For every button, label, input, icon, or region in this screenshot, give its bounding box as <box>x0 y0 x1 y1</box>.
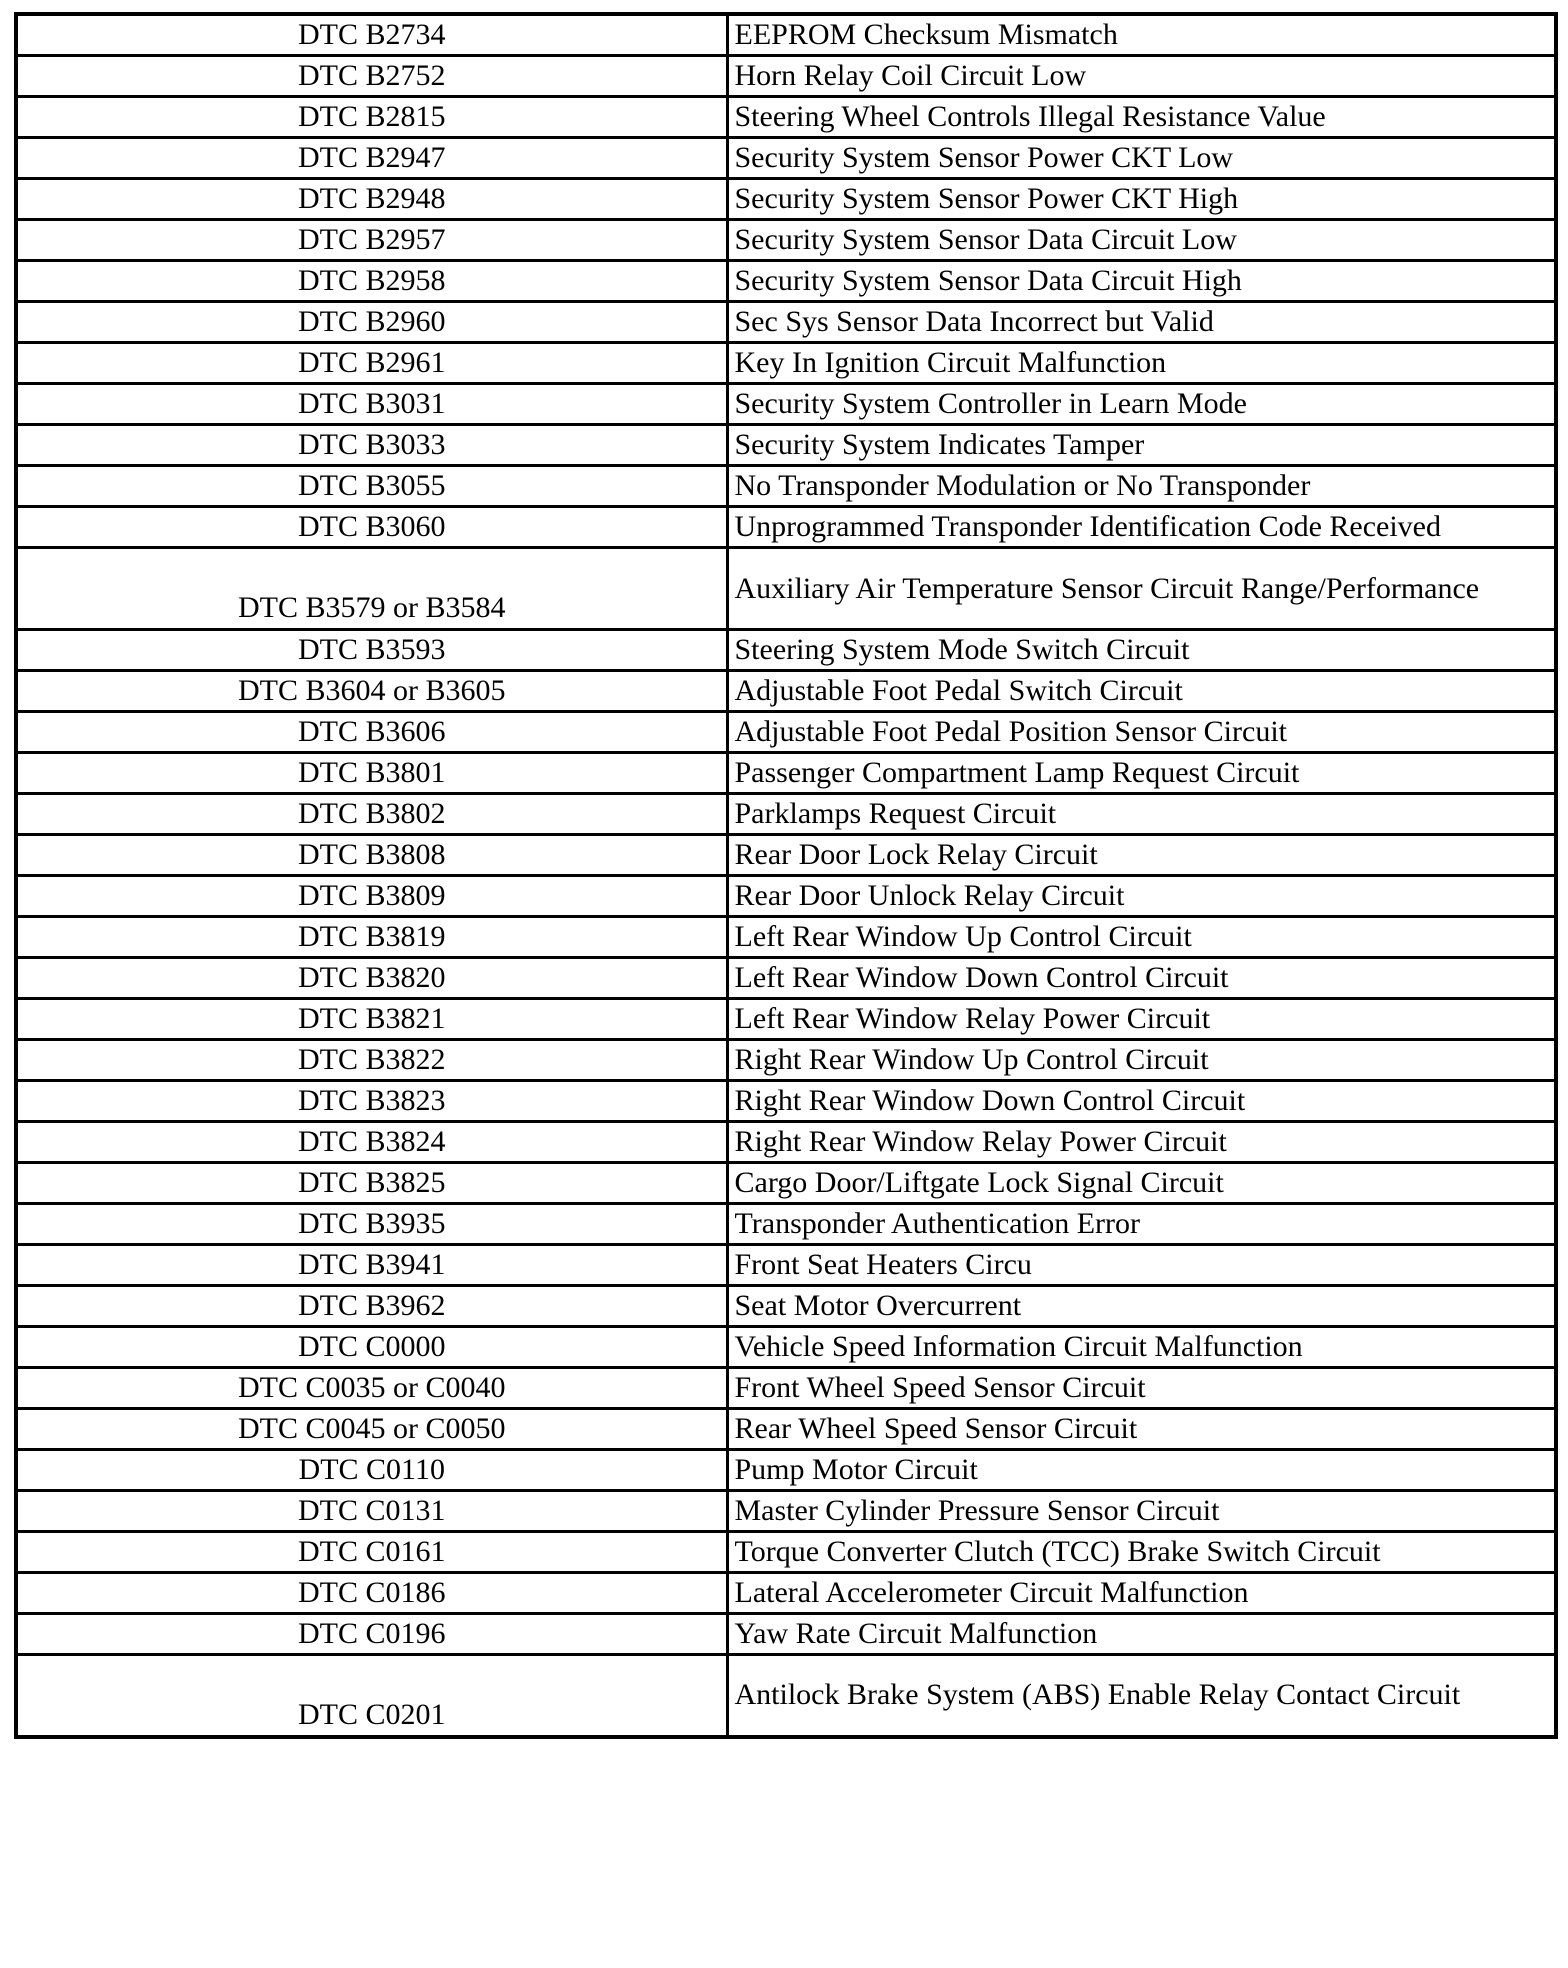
dtc-code-cell: DTC B3802 <box>16 794 727 835</box>
dtc-code-cell: DTC C0110 <box>16 1450 727 1491</box>
dtc-code-cell: DTC C0000 <box>16 1327 727 1368</box>
dtc-description-cell: Left Rear Window Up Control Circuit <box>727 917 1556 958</box>
dtc-code-cell: DTC C0196 <box>16 1614 727 1655</box>
table-row <box>16 835 1556 876</box>
dtc-code-cell: DTC B3606 <box>16 712 727 753</box>
table-row <box>16 384 1556 425</box>
dtc-table-body <box>16 14 1556 1737</box>
dtc-description-cell: Rear Wheel Speed Sensor Circuit <box>727 1409 1556 1450</box>
dtc-code-cell: DTC B3801 <box>16 753 727 794</box>
dtc-description-cell: Security System Sensor Data Circuit Low <box>727 220 1556 261</box>
table-row <box>16 507 1556 548</box>
dtc-description-cell: Vehicle Speed Information Circuit Malfunction <box>727 1327 1556 1368</box>
dtc-description-cell: Adjustable Foot Pedal Switch Circuit <box>727 671 1556 712</box>
dtc-code-cell: DTC B3823 <box>16 1081 727 1122</box>
dtc-code-cell: DTC B3809 <box>16 876 727 917</box>
dtc-code-cell: DTC C0131 <box>16 1491 727 1532</box>
dtc-code-cell: DTC B2948 <box>16 179 727 220</box>
dtc-code-cell: DTC B3962 <box>16 1286 727 1327</box>
dtc-description-cell: No Transponder Modulation or No Transponder <box>727 466 1556 507</box>
dtc-description-cell: Security System Indicates Tamper <box>727 425 1556 466</box>
table-row <box>16 1573 1556 1614</box>
dtc-table <box>14 12 1558 1739</box>
dtc-description-cell: Auxiliary Air Temperature Sensor Circuit Range/Performance <box>727 548 1556 630</box>
dtc-description-cell: Torque Converter Clutch (TCC) Brake Switch Circuit <box>727 1532 1556 1573</box>
table-row <box>16 671 1556 712</box>
table-row <box>16 876 1556 917</box>
table-row <box>16 548 1556 630</box>
dtc-code-cell: DTC B3821 <box>16 999 727 1040</box>
dtc-code-cell: DTC B3935 <box>16 1204 727 1245</box>
dtc-description-cell: Steering System Mode Switch Circuit <box>727 630 1556 671</box>
table-row <box>16 1286 1556 1327</box>
dtc-description-cell: Rear Door Unlock Relay Circuit <box>727 876 1556 917</box>
dtc-code-cell: DTC B3033 <box>16 425 727 466</box>
table-row <box>16 179 1556 220</box>
dtc-code-cell: DTC B3055 <box>16 466 727 507</box>
dtc-description-cell: Security System Sensor Data Circuit High <box>727 261 1556 302</box>
dtc-code-cell: DTC C0201 <box>16 1655 727 1737</box>
table-row <box>16 1532 1556 1573</box>
dtc-code-cell: DTC B2947 <box>16 138 727 179</box>
dtc-code-cell: DTC B2734 <box>16 14 727 56</box>
dtc-description-cell: Yaw Rate Circuit Malfunction <box>727 1614 1556 1655</box>
table-row <box>16 1204 1556 1245</box>
dtc-description-cell: Left Rear Window Relay Power Circuit <box>727 999 1556 1040</box>
table-row <box>16 999 1556 1040</box>
dtc-code-cell: DTC B2957 <box>16 220 727 261</box>
dtc-description-cell: Security System Sensor Power CKT Low <box>727 138 1556 179</box>
dtc-description-cell: Seat Motor Overcurrent <box>727 1286 1556 1327</box>
table-row <box>16 138 1556 179</box>
dtc-description-cell: Right Rear Window Relay Power Circuit <box>727 1122 1556 1163</box>
dtc-description-cell: Master Cylinder Pressure Sensor Circuit <box>727 1491 1556 1532</box>
dtc-description-cell: Lateral Accelerometer Circuit Malfunction <box>727 1573 1556 1614</box>
dtc-code-cell: DTC B3824 <box>16 1122 727 1163</box>
table-row <box>16 917 1556 958</box>
table-row <box>16 14 1556 56</box>
dtc-code-cell: DTC B3941 <box>16 1245 727 1286</box>
table-row <box>16 220 1556 261</box>
dtc-code-cell: DTC B3604 or B3605 <box>16 671 727 712</box>
dtc-code-cell: DTC B3808 <box>16 835 727 876</box>
dtc-code-cell: DTC B2960 <box>16 302 727 343</box>
table-row <box>16 958 1556 999</box>
dtc-code-cell: DTC B3819 <box>16 917 727 958</box>
table-row <box>16 425 1556 466</box>
dtc-description-cell: Right Rear Window Down Control Circuit <box>727 1081 1556 1122</box>
dtc-description-cell: Front Seat Heaters Circu <box>727 1245 1556 1286</box>
table-row <box>16 1368 1556 1409</box>
dtc-description-cell: Left Rear Window Down Control Circuit <box>727 958 1556 999</box>
table-row <box>16 1040 1556 1081</box>
dtc-description-cell: Rear Door Lock Relay Circuit <box>727 835 1556 876</box>
dtc-description-cell: Security System Sensor Power CKT High <box>727 179 1556 220</box>
dtc-code-cell: DTC B3593 <box>16 630 727 671</box>
dtc-description-cell: Unprogrammed Transponder Identification Code Received <box>727 507 1556 548</box>
dtc-description-cell: Antilock Brake System (ABS) Enable Relay Contact Circuit <box>727 1655 1556 1737</box>
table-row <box>16 630 1556 671</box>
dtc-code-cell: DTC B3822 <box>16 1040 727 1081</box>
dtc-code-cell: DTC B2958 <box>16 261 727 302</box>
dtc-description-cell: Passenger Compartment Lamp Request Circuit <box>727 753 1556 794</box>
table-row <box>16 261 1556 302</box>
table-row <box>16 1081 1556 1122</box>
dtc-code-cell: DTC B3825 <box>16 1163 727 1204</box>
dtc-code-cell: DTC B2752 <box>16 56 727 97</box>
table-row <box>16 1655 1556 1737</box>
table-row <box>16 1163 1556 1204</box>
table-row <box>16 1122 1556 1163</box>
table-row <box>16 302 1556 343</box>
table-row <box>16 56 1556 97</box>
dtc-description-cell: Horn Relay Coil Circuit Low <box>727 56 1556 97</box>
table-row <box>16 712 1556 753</box>
dtc-code-cell: DTC B3031 <box>16 384 727 425</box>
dtc-description-cell: Cargo Door/Liftgate Lock Signal Circuit <box>727 1163 1556 1204</box>
table-row <box>16 97 1556 138</box>
table-row <box>16 794 1556 835</box>
table-row <box>16 1245 1556 1286</box>
document-page <box>14 12 1554 1739</box>
table-row <box>16 1327 1556 1368</box>
dtc-description-cell: Parklamps Request Circuit <box>727 794 1556 835</box>
table-row <box>16 1409 1556 1450</box>
table-row <box>16 753 1556 794</box>
dtc-description-cell: Pump Motor Circuit <box>727 1450 1556 1491</box>
dtc-description-cell: Security System Controller in Learn Mode <box>727 384 1556 425</box>
dtc-code-cell: DTC C0186 <box>16 1573 727 1614</box>
dtc-code-cell: DTC C0161 <box>16 1532 727 1573</box>
dtc-description-cell: Sec Sys Sensor Data Incorrect but Valid <box>727 302 1556 343</box>
dtc-code-cell: DTC B3820 <box>16 958 727 999</box>
dtc-description-cell: Key In Ignition Circuit Malfunction <box>727 343 1556 384</box>
table-row <box>16 343 1556 384</box>
dtc-description-cell: EEPROM Checksum Mismatch <box>727 14 1556 56</box>
dtc-code-cell: DTC C0035 or C0040 <box>16 1368 727 1409</box>
table-row <box>16 466 1556 507</box>
dtc-code-cell: DTC C0045 or C0050 <box>16 1409 727 1450</box>
dtc-code-cell: DTC B3579 or B3584 <box>16 548 727 630</box>
dtc-code-cell: DTC B2961 <box>16 343 727 384</box>
table-row <box>16 1614 1556 1655</box>
dtc-code-cell: DTC B3060 <box>16 507 727 548</box>
dtc-description-cell: Transponder Authentication Error <box>727 1204 1556 1245</box>
dtc-description-cell: Front Wheel Speed Sensor Circuit <box>727 1368 1556 1409</box>
dtc-code-cell: DTC B2815 <box>16 97 727 138</box>
dtc-description-cell: Steering Wheel Controls Illegal Resistance Value <box>727 97 1556 138</box>
dtc-description-cell: Right Rear Window Up Control Circuit <box>727 1040 1556 1081</box>
table-row <box>16 1450 1556 1491</box>
table-row <box>16 1491 1556 1532</box>
dtc-description-cell: Adjustable Foot Pedal Position Sensor Circuit <box>727 712 1556 753</box>
